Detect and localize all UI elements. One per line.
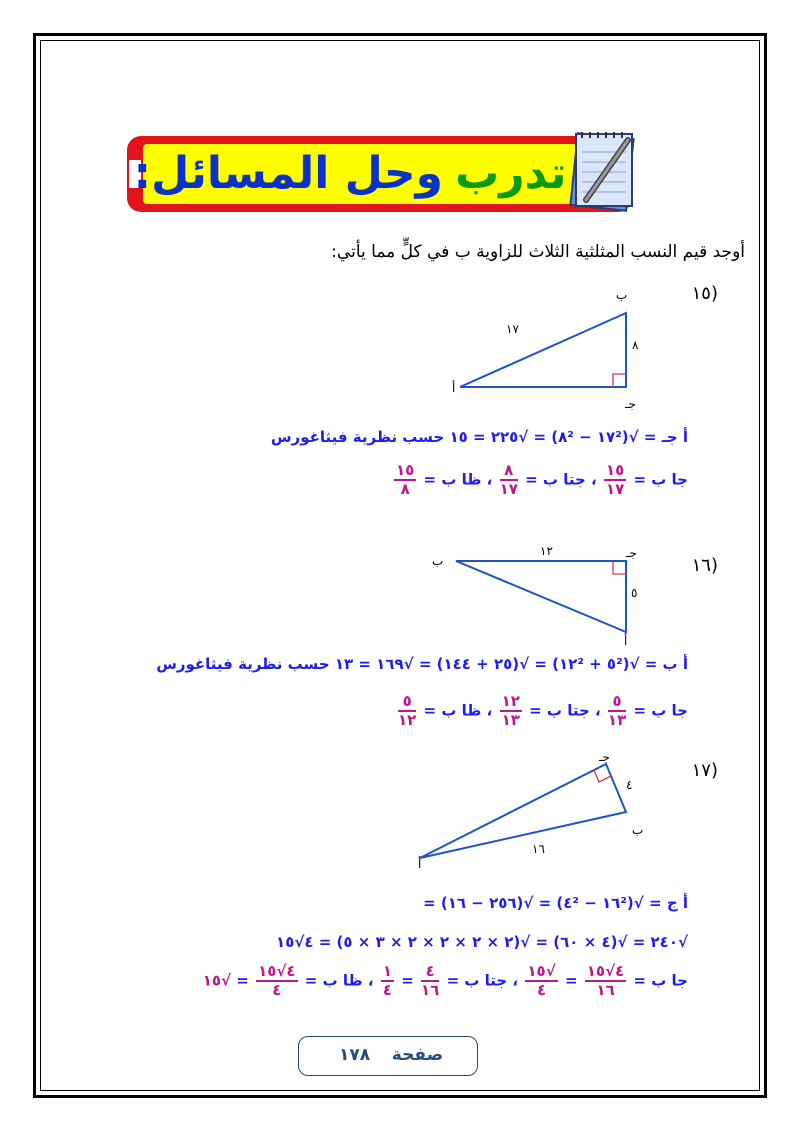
p17-side-short: ٤ <box>626 778 633 792</box>
p15-vertex-a: أ <box>452 381 456 395</box>
p15-sin-den: ١٧ <box>605 480 625 498</box>
p15-line1 <box>271 428 688 446</box>
p15-tan-num: ١٥ <box>396 461 415 479</box>
p17-line3: جا ب = $\frac{٤√١٥}{١٦}$ = $\frac{√١٥}{٤}$ ، جتا ب = $\frac{٤}{١٦}$ = $\frac{١}{٤}$ ، ظا ب = $\frac{٤√١٥}{٤}$ = √١٥ <box>202 962 688 999</box>
p17-cos-den2: ٤ <box>382 981 392 999</box>
p16-side-top: ١٢ <box>540 544 553 558</box>
p17-tan-den: ٤ <box>272 981 282 999</box>
section-banner <box>125 130 640 216</box>
p17-line2-expr: √٢٤٠ = √(٤ × ٦٠) = √(٢ × ٢ × ٢ × ٢ × ٣ × ٥) = ٤√١٥ <box>276 933 688 951</box>
p15-vertex-b: ب <box>616 288 628 302</box>
problem-17-number: (١٧ <box>691 760 718 781</box>
p17-sin-den: ١٦ <box>596 981 615 999</box>
p17-sin-num: ٤√١٥ <box>586 962 625 980</box>
p15-line2 <box>392 462 688 498</box>
p17-vertex-a: أ <box>418 857 422 871</box>
p15-tan-fraction <box>394 462 416 498</box>
p17-sin-fraction-simplified <box>525 963 557 999</box>
p17-sin-den2: ٤ <box>536 981 547 999</box>
p17-vertex-j: جـ <box>599 750 610 764</box>
p17-cos-den: ١٦ <box>421 981 440 999</box>
p15-tan-label: ، ظا ب = <box>423 470 493 489</box>
p17-tan-fraction <box>256 963 297 999</box>
p15-line1-note: حسب نظرية فيثاغورس <box>270 428 445 446</box>
triangle-17 <box>410 756 633 866</box>
page-label: صفحة <box>391 1045 443 1065</box>
p16-vertex-a: أ <box>624 634 628 648</box>
p15-cos-fraction <box>500 462 518 498</box>
p16-line2 <box>396 693 688 729</box>
p16-cos-fraction <box>500 693 522 729</box>
p15-side-hyp: ١٧ <box>506 322 519 336</box>
p17-tan-num: ٤√١٥ <box>258 962 296 980</box>
p16-sin-num: ٥ <box>608 693 626 712</box>
banner-title-blue: وحل المسائل: <box>133 147 443 199</box>
p17-tan-label: ، ظا ب = <box>304 971 374 990</box>
instruction-text: أوجد قيم النسب المثلثية الثلاث للزاوية ب في كلٍّ مما يأتي: <box>331 242 745 262</box>
p17-side-bottom: ١٦ <box>532 842 545 856</box>
p16-line1-expr: √(٥² + ١٢²) = √(٢٥ + ١٤٤) = √١٦٩ = ١٣ <box>334 655 640 673</box>
p17-cos-fraction <box>421 963 439 999</box>
p15-cos-label: ، جتا ب = <box>525 470 597 489</box>
p16-line1-lhs: أ ب = <box>644 655 688 673</box>
p16-sin-fraction <box>608 693 626 729</box>
p16-cos-den: ١٣ <box>501 711 520 729</box>
triangle-15 <box>440 305 640 395</box>
p15-sin-fraction <box>604 462 626 498</box>
notebook-pen-icon <box>560 130 640 216</box>
p15-cos-num: ٨ <box>500 462 518 481</box>
p16-tan-num: ٥ <box>398 693 416 712</box>
banner-title-green: تدرب <box>454 147 567 199</box>
p16-vertex-j: جـ <box>626 546 637 560</box>
p15-tan-den: ٨ <box>400 480 410 498</box>
p16-line1-note: حسب نظرية فيثاغورس <box>156 655 330 673</box>
p15-cos-den: ١٧ <box>499 480 518 498</box>
p16-line1 <box>156 655 688 673</box>
p17-sin-fraction <box>585 963 626 999</box>
triangle-16 <box>440 548 640 638</box>
page-number: ١٧٨ <box>339 1045 371 1065</box>
p17-sin-num2: √١٥ <box>527 962 556 980</box>
p17-cos-num: ٤ <box>421 963 439 982</box>
p15-sin-num: ١٥ <box>605 461 625 479</box>
p16-vertex-b: ب <box>432 554 444 568</box>
problem-15-number: (١٥ <box>691 283 718 304</box>
p17-tan-result: √١٥ <box>202 971 232 990</box>
p15-sin-label: جا ب = <box>633 470 688 489</box>
p17-line2 <box>276 933 688 951</box>
p17-line1-lhs: أ ج = <box>649 894 688 912</box>
p16-side-vert: ٥ <box>631 586 638 600</box>
p17-cos-label: ، جتا ب = <box>446 971 519 990</box>
p15-side-vert: ٨ <box>632 338 639 352</box>
page-number-box <box>298 1036 478 1076</box>
p16-tan-label: ، ظا ب = <box>423 701 493 720</box>
p15-line1-lhs: أ جـ = <box>643 428 688 446</box>
problem-16-number: (١٦ <box>691 555 718 576</box>
p16-tan-den: ١٢ <box>398 711 417 729</box>
p15-vertex-j: جـ <box>625 397 636 411</box>
p17-sin-label: جا ب = <box>633 971 688 990</box>
p17-vertex-b: ب <box>632 823 644 837</box>
p16-sin-den: ١٣ <box>607 711 627 729</box>
p17-line1-expr: √(١٦² − ٤²) = √(٢٥٦ − ١٦) = <box>423 894 644 912</box>
p17-cos-fraction-simplified <box>381 963 394 999</box>
p16-cos-label: ، جتا ب = <box>529 701 601 720</box>
banner-title <box>125 130 575 216</box>
p16-sin-label: جا ب = <box>633 701 688 720</box>
p16-cos-num: ١٢ <box>501 692 520 710</box>
p17-line1 <box>423 894 688 912</box>
p15-line1-expr: √(١٧² − ٨²) = √٢٢٥ = ١٥ <box>449 428 639 446</box>
p17-cos-num2: ١ <box>382 962 392 980</box>
p16-tan-fraction <box>398 693 416 729</box>
